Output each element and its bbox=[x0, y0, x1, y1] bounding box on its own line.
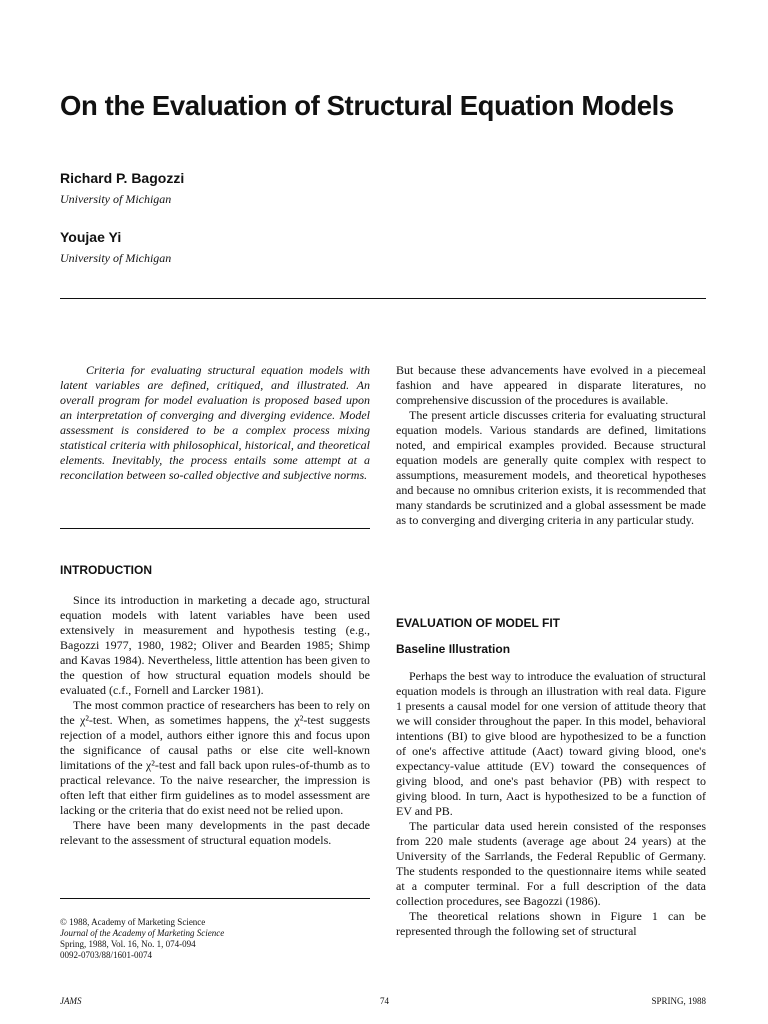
section-heading-introduction: INTRODUCTION bbox=[60, 563, 152, 577]
paragraph: The particular data used herein consisted of the responses from 220 male students (average age about 24 years) at the University of the Sarrlands, the Federal Republic of Germany. The students responded to the questionnaire items while seated at a computer terminal. For a full description of the data collection procedures, see Bagozzi (1986). bbox=[396, 819, 706, 908]
footer-page-number: 74 bbox=[380, 996, 389, 1006]
issn-line: 0092-0703/88/1601-0074 bbox=[60, 950, 152, 960]
paragraph: Since its introduction in marketing a decade ago, structural equation models with latent variables have been used extensively in measurement and hypothesis testing (e.g., Bagozzi 1977, 1980, 1982; Oliver and Bearden 1985; Shimp and Kavas 1984). Nevertheless, little attention has been given to the question of how structural equation models should be evaluated (c.f., Fornell and Larcker 1981). bbox=[60, 593, 370, 697]
footer-journal: JAMS bbox=[60, 996, 82, 1006]
paragraph: The most common practice of researchers has been to rely on the χ²-test. When, as sometimes happens, the χ²-test suggests rejection of a model, authors either ignore this and focus upon the significance of causal paths or else cite well-known limitations of the χ²-test and fall back upon rules-of-thumb as to practical relevance. To the naive researcher, the impression is often left that either firm guidelines as to model assessment are lacking or the criteria that do exist need not be relied upon. bbox=[60, 698, 370, 817]
copyright-line: © 1988, Academy of Marketing Science bbox=[60, 917, 206, 927]
paragraph: There have been many developments in the past decade relevant to the assessment of structural equation models. bbox=[60, 818, 370, 847]
subheading-baseline: Baseline Illustration bbox=[396, 642, 511, 656]
right-column-top bbox=[396, 363, 706, 528]
abstract: Criteria for evaluating structural equation models with latent variables are defined, critiqued, and illustrated. An overall program for model evaluation is proposed based upon an interpretation of converging and diverging evidence. Model assessment is considered to be a complex process mixing statistical criteria with philosophical, historical, and theoretical elements. Inevitably, the process entails some attempt at a reconcilation between so-called objective and subjective norms. bbox=[60, 363, 370, 482]
footnote-divider bbox=[60, 898, 370, 899]
introduction-body bbox=[60, 593, 370, 848]
model-fit-body bbox=[396, 669, 706, 939]
footer-issue: SPRING, 1988 bbox=[651, 996, 706, 1006]
author-affiliation-2: University of Michigan bbox=[60, 251, 172, 265]
author-affiliation-1: University of Michigan bbox=[60, 192, 172, 206]
paragraph: But because these advancements have evolved in a piecemeal fashion and have appeared in disparate literatures, no comprehensive discussion of the procedures is available. bbox=[396, 363, 706, 407]
abstract-divider bbox=[60, 528, 370, 529]
issue-line: Spring, 1988, Vol. 16, No. 1, 074-094 bbox=[60, 939, 196, 949]
article-title: On the Evaluation of Structural Equation Models bbox=[60, 90, 674, 121]
paragraph: The theoretical relations shown in Figure 1 can be represented through the following set of structural bbox=[396, 909, 706, 938]
journal-line: Journal of the Academy of Marketing Science bbox=[60, 928, 225, 938]
section-heading-model-fit: EVALUATION OF MODEL FIT bbox=[396, 616, 560, 630]
copyright-footnote bbox=[60, 917, 380, 961]
paragraph: Perhaps the best way to introduce the evaluation of structural equation models is through an illustration with real data. Figure 1 presents a causal model for one version of attitude theory that we will consider throughout the paper. In this model, behavioral intentions (BI) to give blood are hypothesized to be a function of one's affective attitude (Aact) toward giving blood, one's expectancy-value attitude (EV) toward the consequences of giving blood, and one's past behavior (PB) with respect to giving blood. In turn, Aact is hypothesized to be a function of EV and PB. bbox=[396, 669, 706, 818]
paragraph: The present article discusses criteria for evaluating structural equation models. Various standards are defined, limitations noted, and empirical examples provided. Because structural equation models are generally quite complex with respect to assumptions, measurement models, and theoretical hypotheses and because no omnibus criterion exists, it is recommended that many standards be scrutinized and a global assessment be made as to converging and diverging criteria in any particular study. bbox=[396, 408, 706, 527]
author-name-2: Youjae Yi bbox=[60, 229, 122, 245]
header-divider bbox=[60, 298, 706, 299]
author-name-1: Richard P. Bagozzi bbox=[60, 170, 185, 186]
